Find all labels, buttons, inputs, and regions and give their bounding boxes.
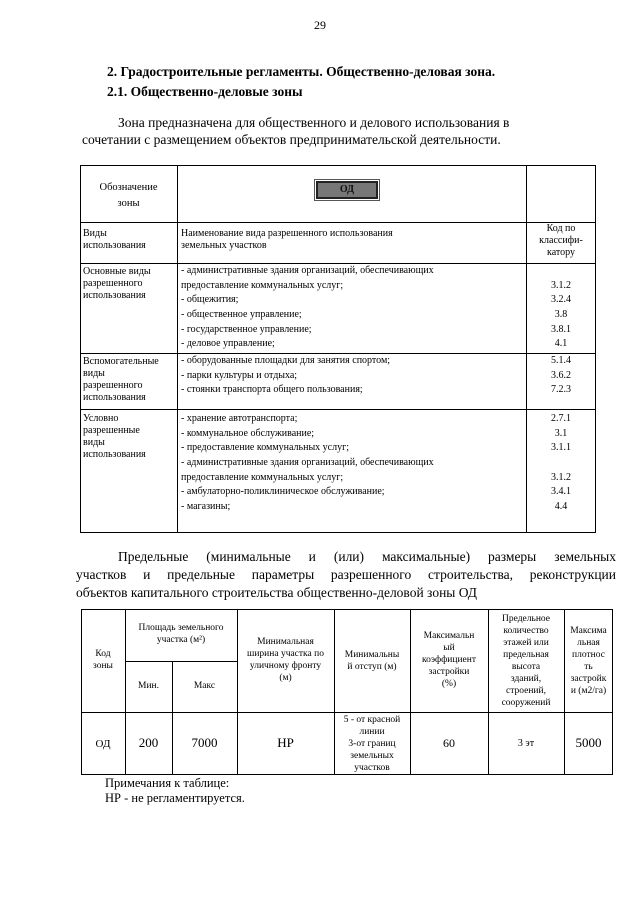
table-notes: Примечания к таблице: НР - не регламентируется. [105, 776, 245, 805]
main-uses-list: - административные здания организаций, обеспечивающих предоставление коммунальных услуг; - общежития; - общественное управление; - государственное управление; - деловое управление; [181, 265, 434, 350]
designation-label: Обозначение зоны [99, 182, 158, 209]
row-min-area: 200 [138, 735, 159, 750]
intro-line-2: сочетании с размещением объектов предпринимательской деятельности. [82, 132, 501, 147]
limits-para-line-2: участков и предельные параметры разрешенного строительства, реконструкции [76, 567, 616, 582]
h-max-density: Максима льная плотнос ть застройк и (м2/га) [570, 626, 607, 696]
col-name-header: Наименование вида разрешенного использования земельных участков [181, 228, 393, 251]
h-min-width: Минимальная ширина участка по уличному фронту (м) [247, 637, 324, 683]
row-max-floors: 3 эт [517, 738, 535, 749]
main-uses-codes: 3.1.2 3.2.4 3.8 3.8.1 4.1 [551, 279, 571, 350]
limits-para-line-1: Предельные (минимальные и (или) максимальные) размеры земельных [118, 549, 616, 564]
h-min-offset: Минимальны й отступ (м) [344, 650, 400, 672]
subsection-heading: 2.1. Общественно-деловые зоны [107, 84, 303, 99]
conditional-uses-label: Условно разрешенные виды использования [83, 413, 146, 460]
conditional-uses-codes: 2.7.1 3.1 3.1.1 3.1.2 3.4.1 4.4 [551, 413, 571, 513]
row-min-offset: 5 - от красной линии 3-от границ земельных участков [343, 715, 401, 773]
col-types-header: Виды использования [83, 228, 146, 251]
intro-line-1: Зона предназначена для общественного и делового использования в [118, 115, 510, 130]
h-max: Макс [193, 681, 216, 691]
auxiliary-uses-codes: 5.1.4 3.6.2 7.2.3 [551, 355, 571, 396]
auxiliary-uses-list: - оборудованные площадки для занятия спортом; - парки культуры и отдыха; - стоянки транспорта общего пользования; [181, 355, 391, 396]
limits-para-line-3: объектов капитального строительства общественно-деловой зоны ОД [76, 585, 478, 600]
conditional-uses-list: - хранение автотранспорта; - коммунальное обслуживание; - предоставление коммунальных услуг; - административные здания организаций, обеспечивающих предоставление коммунальных услуг; - амбулаторно-поликлиническое обслуживание; - магазины; [181, 413, 434, 513]
h-max-coef: Максимальн ый коэффициент застройки (%) [422, 631, 476, 689]
auxiliary-uses-label: Вспомогательные виды разрешенного использования [83, 356, 159, 403]
h-zone-code: Код зоны [93, 649, 113, 671]
zone-code-badge: ОД [316, 181, 378, 199]
row-max-density: 5000 [575, 735, 602, 750]
page-number: 29 [314, 18, 326, 32]
row-min-width: НР [277, 735, 294, 750]
h-min: Мин. [138, 681, 159, 691]
h-max-floors: Предельное количество этажей или предельная высота зданий, строений, сооружений [501, 614, 551, 708]
col-code-header: Код по классифи- катору [539, 223, 583, 258]
row-zone-code: ОД [95, 738, 111, 750]
row-max-coef: 60 [443, 736, 455, 750]
h-area: Площадь земельного участка (м²) [138, 623, 224, 645]
section-heading: 2. Градостроительные регламенты. Общественно-деловая зона. [107, 64, 496, 79]
main-uses-label: Основные виды разрешенного использования [83, 266, 151, 301]
row-max-area: 7000 [191, 735, 218, 750]
